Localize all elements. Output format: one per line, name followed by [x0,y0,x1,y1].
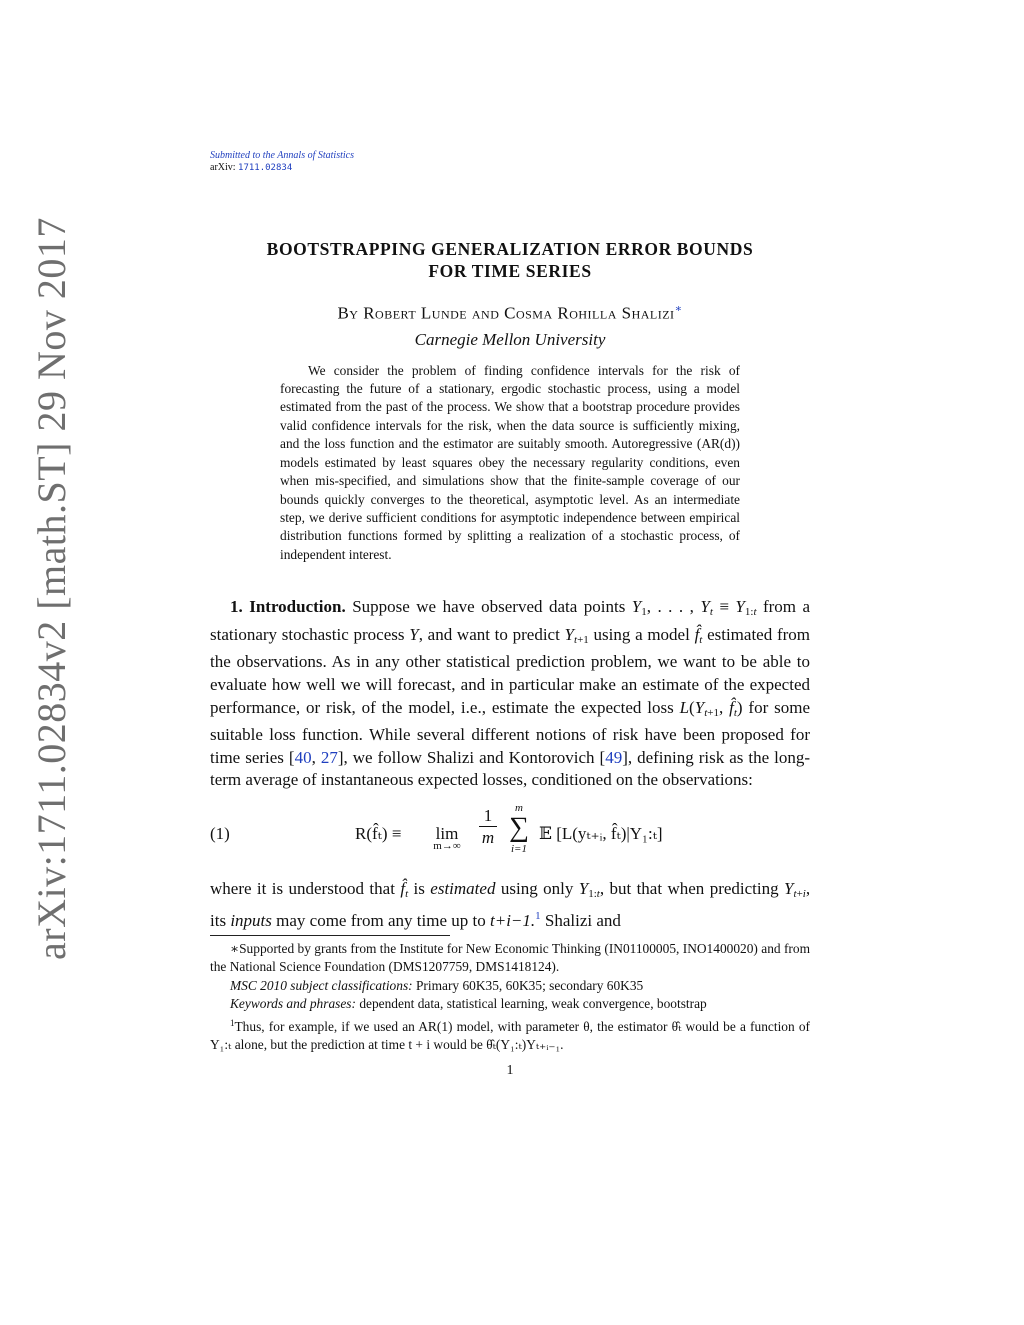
intro-text: , and want to predict [418,624,560,644]
footnote-1 [210,1014,810,1055]
equation-limit [423,824,471,852]
intro-text: from a stationary stochastic process [210,597,811,644]
intro-text: Suppose we have observed data points [352,597,626,617]
author-names: By Robert Lunde and Cosma Rohilla Shalizi [337,303,675,323]
sum-lower: i=1 [511,842,527,855]
arxiv-prefix: arXiv: [210,162,236,173]
equation-fraction [479,806,497,849]
limit-subscript: m→∞ [433,839,461,852]
equation-rhs: 𝔼 [L(yₜ₊ᵢ, f̂ₜ)|Y₁:ₜ] [539,823,663,843]
equation-body [355,802,695,872]
body-text: , but that when predicting [599,878,779,898]
post-equation-paragraph: where it is understood that $f̂_t$ is estimated using only $Y_{1:t}$, but that when predicting $Y_{t+i}$, its inputs may come from any time up to t+i−1.$^1$ Shalizi and [210,878,811,931]
keywords-footnote [210,995,810,1013]
limit-word: lim [435,823,459,843]
citation-link[interactable]: 49 [605,747,623,767]
submitted-to-link[interactable]: Submitted to the Annals of Statistics [210,150,354,161]
msc-footnote [210,977,810,995]
support-footnote: ∗Supported by grants from the Institute for New Economic Thinking (IN01100005, INO1400020) and from the National Science Foundation (DMS1207759, DMS1418124). [210,941,810,975]
body-text: may come from any time up to [276,911,486,931]
citation-link[interactable]: 40 [294,747,312,767]
intro-text: estimated from the observations. As in any other statistical prediction problem, we want to be able to evaluate how well we will forecast, and in particular make an estimate of the expected performance, or risk, of the model, i.e., estimate the expected loss [210,624,810,717]
body-text: Shalizi and [544,911,621,931]
footnote-1-text: Thus, for example, if we used an AR(1) model, with parameter θ, the estimator θ̂ₜ would be a function of Y₁:ₜ alone, but the prediction at time t + i would be θ̂ₜ(Y₁:ₜ)Yₜ₊ᵢ₋₁. [210,1018,810,1053]
fraction-denominator: m [481,827,495,847]
arxiv-id-link[interactable]: 1711.02834 [238,163,293,173]
title-line-2: FOR TIME SERIES [428,261,592,281]
equation-lhs: R(f̂ₜ) ≡ [355,823,402,843]
equation-sum [505,802,533,856]
journal-header [210,150,810,174]
keywords-text: dependent data, statistical learning, weak convergence, bootstrap [359,996,707,1012]
keywords-label: Keywords and phrases: [230,996,356,1012]
body-text: t+i−1. [490,911,536,931]
body-text: estimated [430,878,496,898]
page-number: 1 [506,1062,514,1078]
author-footnote-mark[interactable]: ∗ [674,303,683,315]
body-text: where it is understood that [210,878,395,898]
abstract: We consider the problem of finding confidence intervals for the risk of forecasting the future of a stationary, ergodic stochastic process, using a model estimated from the past of the process. We show that a bootstrap procedure provides valid confidence intervals for the risk, when the data source is sufficiently mixing, and the loss function and the estimator are suitably smooth. Autoregressive (AR(d)) models estimated by least squares obey the necessary regularity conditions, even when mis-specified, and simulations show that the finite-sample coverage of our bounds quickly converges to the theoretical, asymptotic level. As an intermediate step, we derive sufficient conditions for asymptotic independence between empirical distribution functions formed by splitting a realization of a stochastic process, of independent interest. [280,362,740,562]
sum-upper: m [515,801,523,814]
citation-link[interactable]: 27 [320,747,338,767]
sum-symbol: ∑ [509,811,529,843]
footnote-1-label: 1 [230,1017,235,1028]
msc-codes: Primary 60K35, 60K35; secondary 60K35 [415,977,644,993]
msc-label: MSC 2010 subject classifications: [230,977,413,993]
authors [210,302,810,324]
intro-paragraph: 1. Introduction. Suppose we have observed data points $Y_1$, . . . , $Y_t \equiv Y_{1:t}$ from a stationary stochastic process Y, and want to predict $Y_{t+1}$ using a model $f̂_t$ estimated from the observations. As in any other statistical prediction problem, we want to be able to evaluate how well we will forecast, and in particular make an estimate of the expected performance, or risk, of the model, i.e., estimate the expected loss $L(Y_{t+1}$, $f̂_t$) for some suitable loss function. While several different notions of risk have been proposed for time series [40, 27], we follow Shalizi and Kontorovich [49], defining risk as the long-term average of instantaneous expected losses, conditioned on the observations: [210,597,811,790]
fraction-numerator: 1 [479,806,497,827]
intro-text: for some suitable loss function. While several different notions of risk have been proposed for time series [ [210,697,810,767]
paper-page [210,150,810,1079]
title-line-1: BOOTSTRAPPING GENERALIZATION ERROR BOUNDS [266,239,754,259]
equation-number: (1) [210,823,230,843]
intro-text: ], defining risk as the long-term average of instantaneous expected losses, conditioned on the observations: [210,747,811,790]
body-text: inputs [230,911,272,931]
body-text: , its [210,878,811,931]
arxiv-line [210,162,810,174]
paper-title [210,238,810,282]
body-text: is [413,878,425,898]
footnote-1-mark[interactable]: 1 [535,910,541,923]
section-heading: 1. Introduction. [230,597,346,617]
intro-text: using a model [593,624,690,644]
footnotes [210,940,810,1054]
equation-1 [210,802,810,872]
intro-text: ], we follow Shalizi and Kontorovich [ [337,747,606,767]
arxiv-sidebar-stamp: arXiv:1711.02834v2 [math.ST] 29 Nov 2017 [29,217,74,960]
body-text: using only [500,878,574,898]
affiliation: Carnegie Mellon University [414,329,606,349]
footnote-rule [210,935,450,936]
